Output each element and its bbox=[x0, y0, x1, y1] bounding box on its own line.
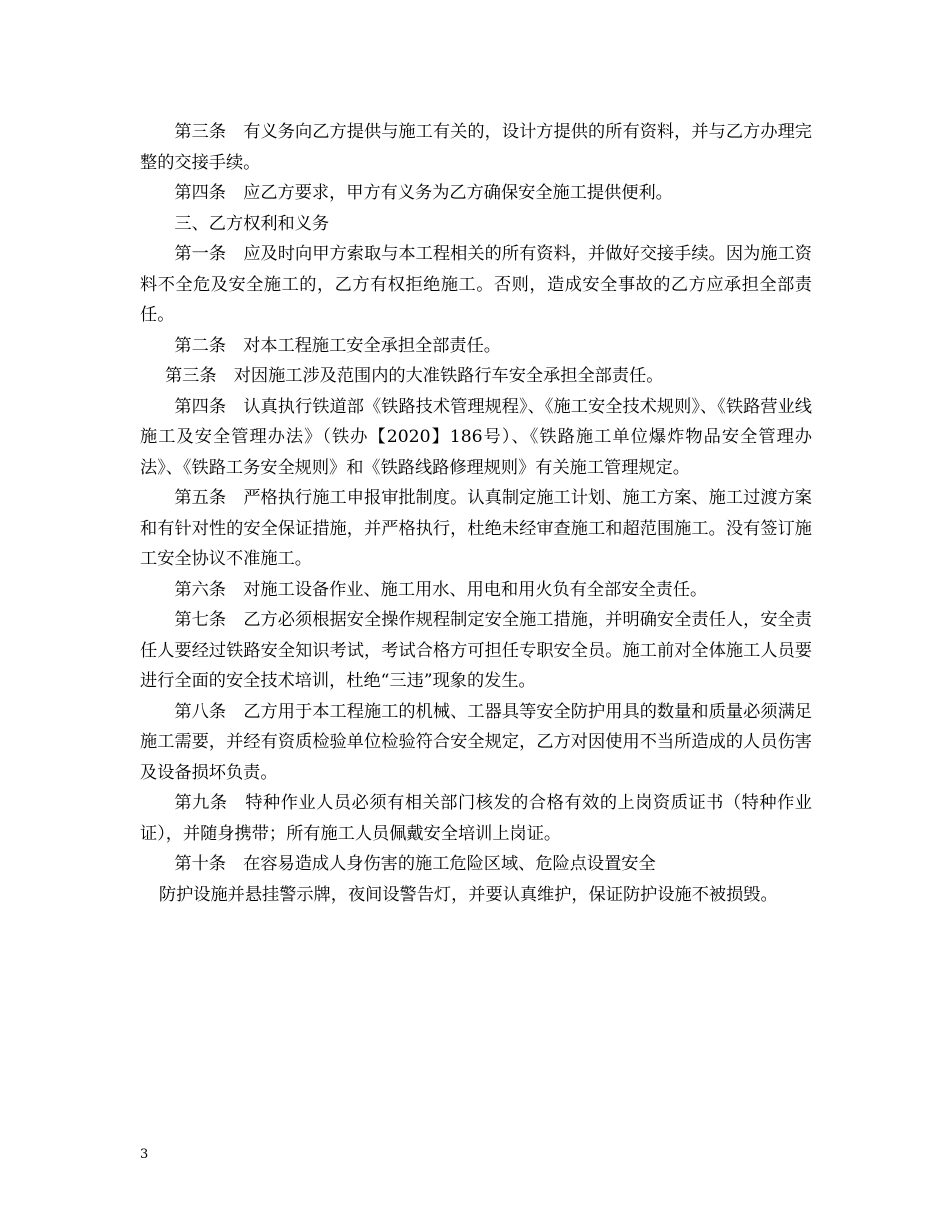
paragraph-article-4-party-a: 第四条 应乙方要求，甲方有义务为乙方确保安全施工提供便利。 bbox=[174, 183, 673, 203]
paragraph-article-4: 第四条 认真执行铁道部《铁路技术管理规程》、《施工安全技术规则》、《铁路营业线施工及安全管理办法》（铁办【2020】186号）、《铁路施工单位爆炸物品安全管理办法》、《铁路工务安全规则》和《铁路线路修理规则》有关施工管理规定。 bbox=[140, 396, 812, 478]
paragraph-article-1: 第一条 应及时向甲方索取与本工程相关的所有资料，并做好交接手续。因为施工资料不全危及安全施工的，乙方有权拒绝施工。否则，造成安全事故的乙方应承担全部责任。 bbox=[140, 244, 812, 325]
paragraph-article-9: 第九条 特种作业人员必须有相关部门核发的合格有效的上岗资质证书（特种作业证），并随身携带；所有施工人员佩戴安全培训上岗证。 bbox=[140, 793, 812, 844]
paragraph-article-8: 第八条 乙方用于本工程施工的机械、工器具等安全防护用具的数量和质量必须满足施工需要，并经有资质检验单位检验符合安全规定，乙方对因使用不当所造成的人员伤害及设备损坏负责。 bbox=[140, 701, 812, 783]
page-number: 3 bbox=[140, 1147, 149, 1162]
paragraph-article-6: 第六条 对施工设备作业、施工用水、用电和用火负有全部安全责任。 bbox=[174, 579, 708, 600]
paragraph-article-7: 第七条 乙方必须根据安全操作规程制定安全施工措施，并明确安全责任人，安全责任人要经过铁路安全知识考试，考试合格方可担任专职安全员。施工前对全体施工人员要进行全面的安全技术培训，杜绝“三违”现象的发生。 bbox=[140, 610, 812, 691]
paragraph-article-10-continued: 防护设施并悬挂警示牌，夜间设警告灯，并要认真维护，保证防护设施不被损毁。 bbox=[158, 884, 778, 905]
paragraph-article-3: 第三条 对因施工涉及范围内的大准铁路行车安全承担全部责任。 bbox=[164, 366, 664, 386]
paragraph-article-10: 第十条 在容易造成人身伤害的施工危险区域、危险点设置安全 bbox=[174, 854, 656, 874]
section-heading-party-b: 三、乙方权利和义务 bbox=[174, 213, 330, 234]
paragraph-article-5: 第五条 严格执行施工申报审批制度。认真制定施工计划、施工方案、施工过渡方案和有针对性的安全保证措施，并严格执行，杜绝未经审查施工和超范围施工。没有签订施工安全协议不准施工。 bbox=[140, 488, 812, 569]
document-body bbox=[140, 117, 812, 910]
paragraph-article-3-party-a: 第三条 有义务向乙方提供与施工有关的，设计方提供的所有资料，并与乙方办理完整的交接手续。 bbox=[140, 122, 812, 173]
paragraph-article-2: 第二条 对本工程施工安全承担全部责任。 bbox=[174, 335, 501, 356]
